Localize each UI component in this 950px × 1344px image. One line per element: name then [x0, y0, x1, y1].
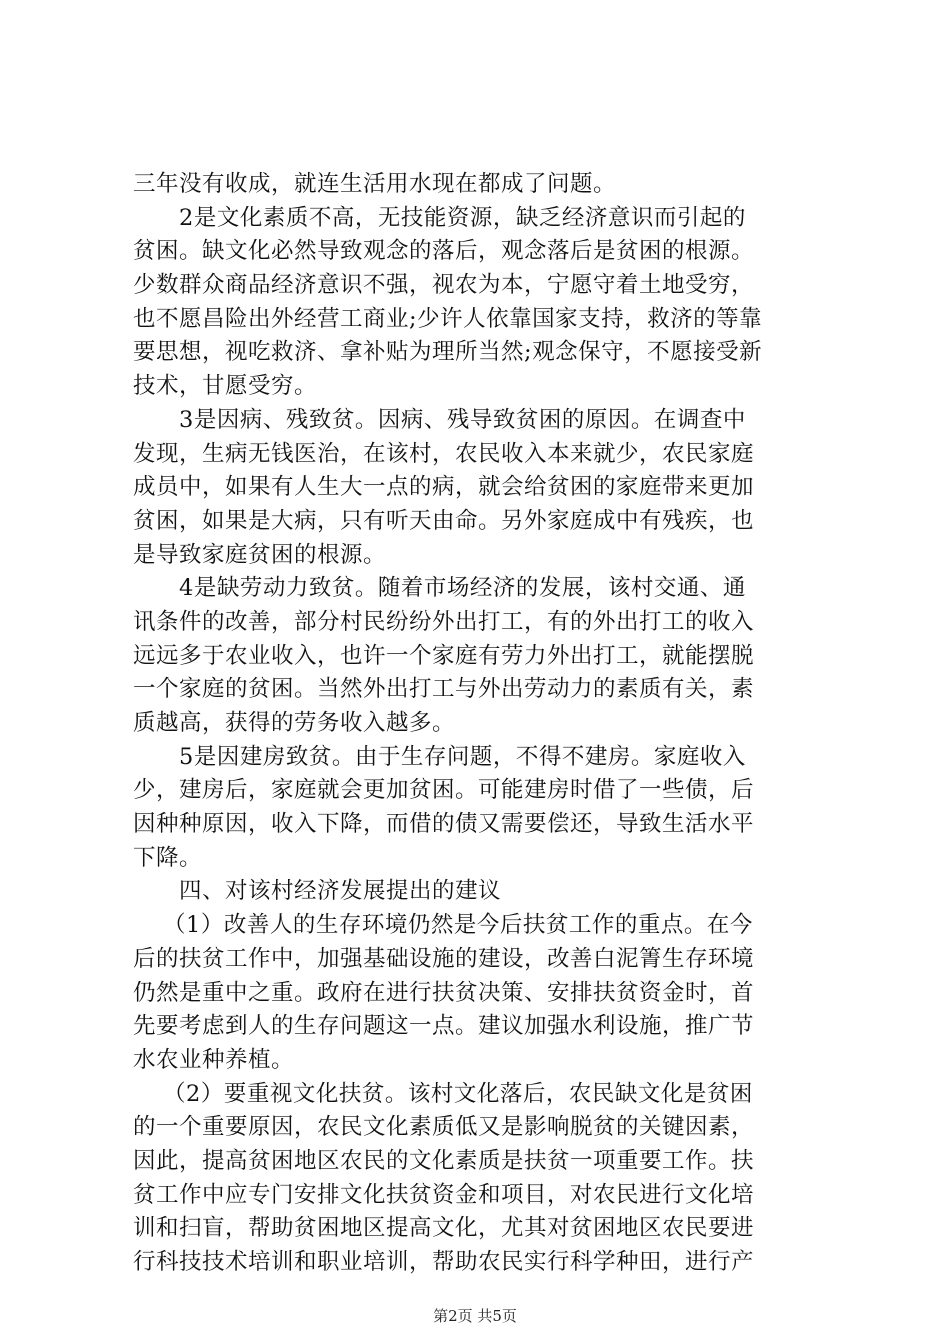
text-line: 仍然是重中之重。政府在进行扶贫决策、安排扶贫资金时，首: [133, 979, 755, 1006]
text-line: 讯条件的改善，部分村民纷纷外出打工，有的外出打工的收入: [133, 608, 755, 635]
text-line: 要思想，视吃救济、拿补贴为理所当然;观念保守，不愿接受新: [133, 339, 763, 366]
text-line: 三年没有收成，就连生活用水现在都成了问题。: [133, 171, 617, 197]
text-line: 是导致家庭贫困的根源。: [133, 541, 387, 568]
text-line: 3是因病、残致贫。因病、残导致贫困的原因。在调查中: [179, 406, 746, 433]
section-heading: 四、对该村经济发展提出的建议: [179, 878, 502, 905]
text-line: 行科技技术培训和职业培训，帮助农民实行科学种田，进行产: [133, 1249, 755, 1275]
text-line: 下降。: [133, 844, 203, 871]
text-line: 贫工作中应专门安排文化扶贫资金和项目，对农民进行文化培: [133, 1181, 755, 1208]
text-line: （2）要重视文化扶贫。该村文化落后，农民缺文化是贫困: [163, 1080, 753, 1107]
text-line: 先要考虑到人的生存问题这一点。建议加强水利设施，推广节: [133, 1013, 755, 1040]
text-line: 发现，生病无钱医治，在该村，农民收入本来就少，农民家庭: [133, 440, 755, 467]
text-line: 水农业种养植。: [133, 1046, 295, 1073]
document-body: [133, 168, 833, 1280]
text-line: 少数群众商品经济意识不强，视农为本，宁愿守着土地受穷，: [133, 272, 755, 299]
page-number-footer: 第2页 共5页: [433, 1307, 517, 1325]
text-line: 的一个重要原因，农民文化素质低又是影响脱贫的关键因素，: [133, 1114, 755, 1141]
text-line: 也不愿昌险出外经营工商业;少许人依靠国家支持，救济的等靠: [133, 305, 763, 332]
text-line: 训和扫盲，帮助贫困地区提高文化，尤其对贫困地区农民要进: [133, 1215, 755, 1242]
text-line: （1）改善人的生存环境仍然是今后扶贫工作的重点。在今: [163, 912, 753, 939]
text-line: 远远多于农业收入，也许一个家庭有劳力外出打工，就能摆脱: [133, 642, 755, 669]
text-line: 4是缺劳动力致贫。随着市场经济的发展，该村交通、通: [179, 575, 746, 602]
text-line: 一个家庭的贫困。当然外出打工与外出劳动力的素质有关，素: [133, 676, 755, 703]
text-line: 5是因建房致贫。由于生存问题，不得不建房。家庭收入: [179, 743, 746, 770]
text-line: 后的扶贫工作中，加强基础设施的建设，改善白泥箐生存环境: [133, 945, 755, 972]
text-line: 因种种原因，收入下降，而借的债又需要偿还，导致生活水平: [133, 811, 755, 838]
text-line: 成员中，如果有人生大一点的病，就会给贫困的家庭带来更加: [133, 474, 755, 501]
text-line: 少，建房后，家庭就会更加贫困。可能建房时借了一些债，后: [133, 777, 755, 804]
text-line: 贫困，如果是大病，只有听天由命。另外家庭成中有残疾，也: [133, 507, 755, 534]
text-line: 2是文化素质不高，无技能资源，缺乏经济意识而引起的: [179, 204, 746, 231]
text-line: 因此，提高贫困地区农民的文化素质是扶贫一项重要工作。扶: [133, 1147, 755, 1174]
text-line: 技术，甘愿受穷。: [133, 373, 318, 400]
text-line: 贫困。缺文化必然导致观念的落后，观念落后是贫困的根源。: [133, 238, 755, 265]
text-line: 质越高，获得的劳务收入越多。: [133, 710, 456, 736]
